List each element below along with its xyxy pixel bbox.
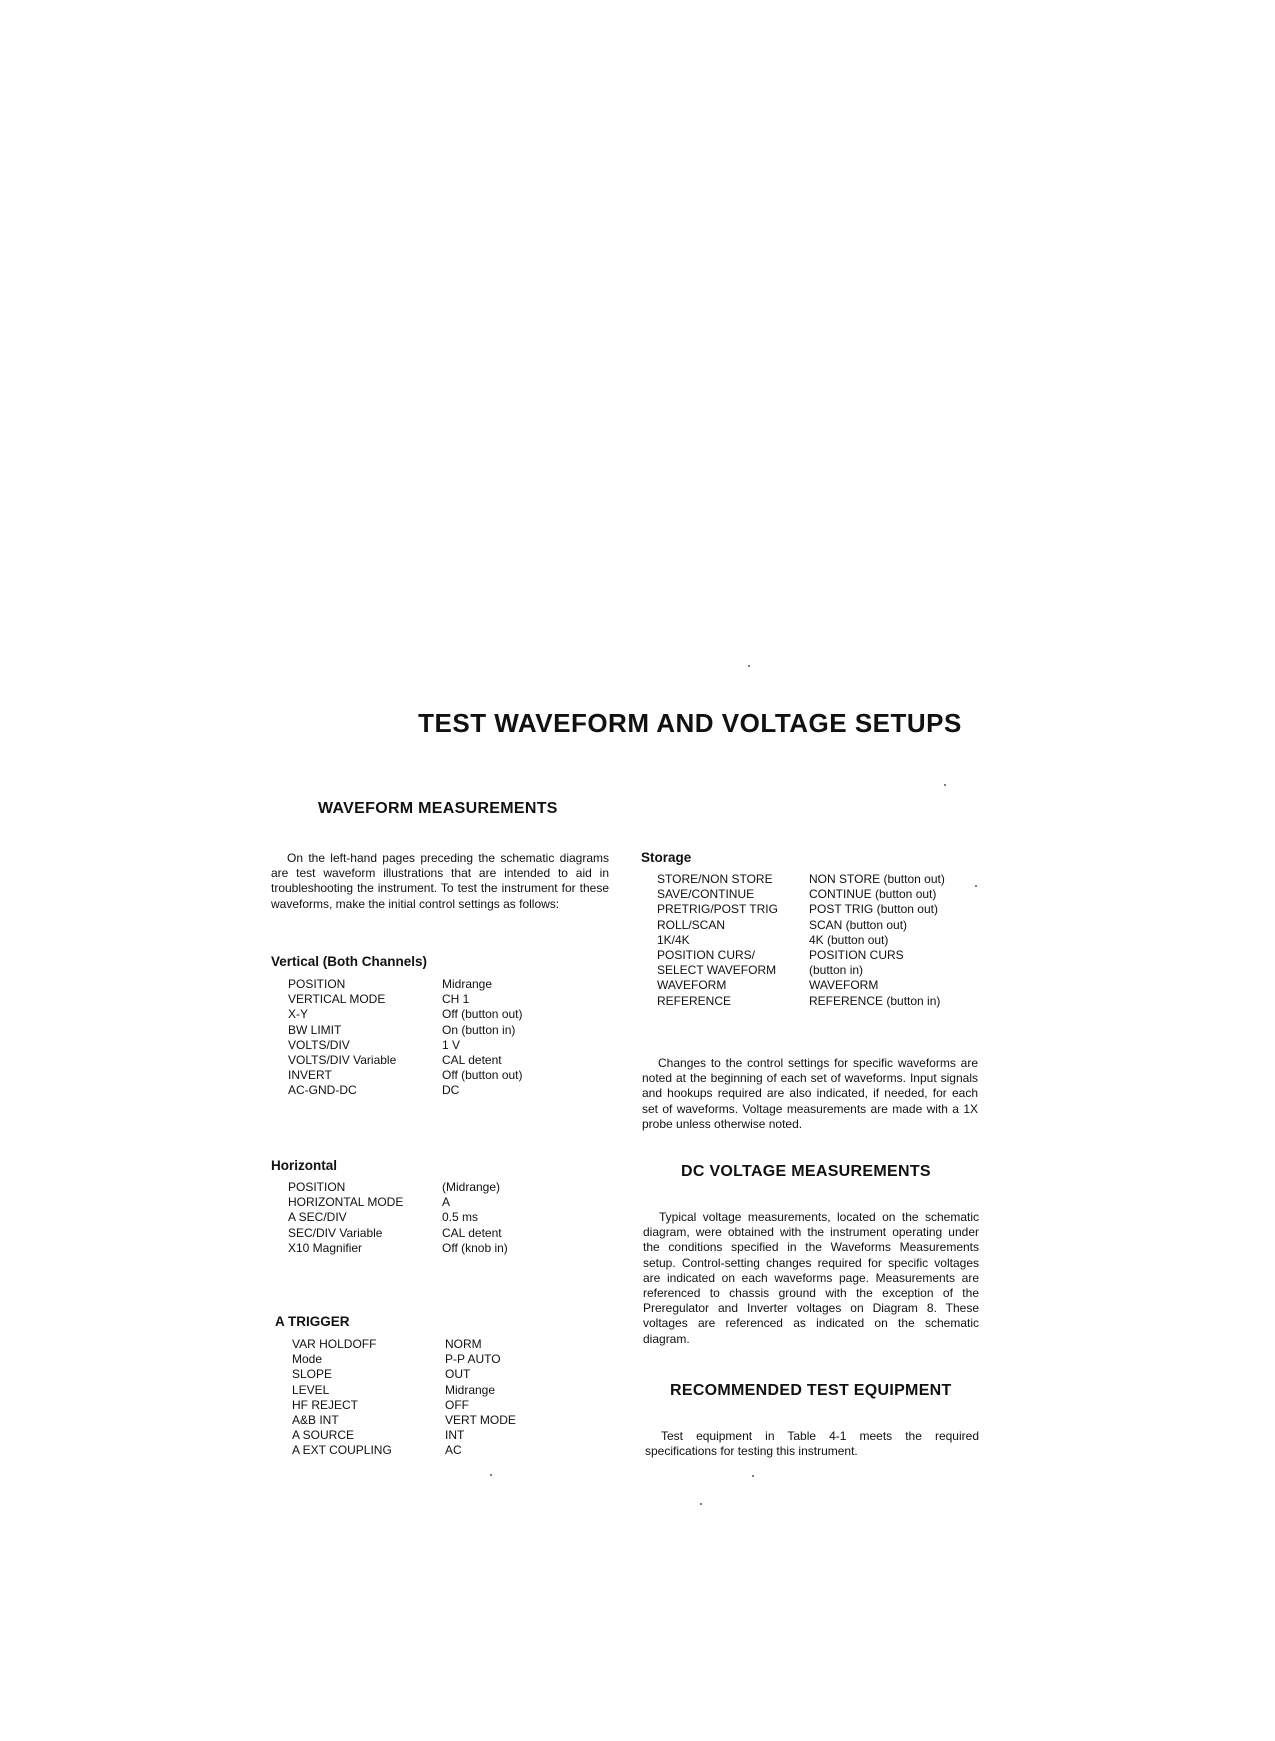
setting-row [288,1007,523,1022]
setting-value: Midrange [442,977,493,991]
setting-row [292,1428,516,1443]
setting-value: CH 1 [442,992,470,1007]
setting-row [288,1210,508,1225]
setting-row [292,1383,516,1398]
setting-name: A SEC/DIV [288,1210,347,1225]
storage-note-paragraph: Changes to the control settings for specific waveforms are noted at the beginning of each set of waveforms. Input signals and hookups required are also indicated, if needed, for each set of waveforms. Voltage measurements are made with a 1X probe unless otherwise noted. [642,1056,978,1131]
setting-name: A SOURCE [292,1428,355,1443]
setting-name: INVERT [288,1068,332,1083]
setting-value: 0.5 ms [442,1210,479,1225]
scan-speck [490,1474,492,1476]
setting-row [288,1226,508,1241]
test-equipment-paragraph: Test equipment in Table 4-1 meets the required specifications for testing this instrument. [645,1429,979,1459]
setting-row [292,1398,516,1413]
setting-row [288,1241,508,1256]
setting-name: POSITION CURS/ [657,948,756,963]
setting-row [657,994,945,1009]
setting-name: A EXT COUPLING [292,1443,392,1458]
setting-name: VERTICAL MODE [288,992,386,1007]
scan-speck [700,1503,702,1505]
setting-row [657,872,945,887]
setting-name: SEC/DIV Variable [288,1225,383,1240]
setting-value: OFF [445,1397,469,1412]
setting-value: SCAN (button out) [809,917,908,932]
setting-row [288,1195,508,1210]
setting-name: X10 Magnifier [288,1240,363,1255]
setting-row [292,1367,516,1382]
setting-name: HORIZONTAL MODE [288,1195,404,1210]
setting-name: VAR HOLDOFF [292,1337,377,1351]
vertical-heading: Vertical (Both Channels) [271,954,428,969]
a-trigger-heading: A TRIGGER [275,1314,350,1329]
setting-row [288,1083,523,1098]
setting-value: AC [445,1443,462,1458]
setting-value: P-P AUTO [445,1352,501,1367]
setting-name: REFERENCE [657,993,732,1008]
setting-row [288,1180,508,1195]
setting-value: VERT MODE [445,1413,516,1428]
setting-row [288,1053,523,1068]
setting-name: VOLTS/DIV [288,1037,350,1052]
setting-name: X-Y [288,1007,309,1022]
setting-row [657,918,945,933]
setting-row [288,1038,523,1053]
setting-name: ROLL/SCAN [657,917,726,932]
setting-row [292,1443,516,1458]
storage-settings-list [657,872,945,1009]
setting-name: STORE/NON STORE [657,872,773,886]
setting-name: PRETRIG/POST TRIG [657,902,778,917]
setting-value: 1 V [442,1037,461,1052]
setting-value: NON STORE (button out) [809,872,945,886]
setting-value: CAL detent [442,1225,502,1240]
test-equipment-heading: RECOMMENDED TEST EQUIPMENT [670,1382,952,1399]
setting-value: Off (button out) [442,1068,523,1083]
setting-row [657,978,945,993]
setting-row [292,1413,516,1428]
setting-value: (button in) [809,963,864,978]
waveform-measurements-heading: WAVEFORM MEASUREMENTS [318,800,558,817]
horizontal-settings-list [288,1180,508,1256]
setting-name: POSITION [288,977,346,991]
setting-value: OUT [445,1367,471,1382]
setting-value: REFERENCE (button in) [809,993,941,1008]
setting-row [292,1337,516,1352]
setting-row [288,1068,523,1083]
scan-speck [752,1475,754,1477]
setting-name: AC-GND-DC [288,1083,357,1098]
vertical-settings-list [288,977,523,1099]
setting-value: INT [445,1428,465,1443]
setting-name: 1K/4K [657,932,690,947]
setting-row [288,977,523,992]
waveform-intro-paragraph: On the left-hand pages preceding the schematic diagrams are test waveform illustrations that are intended to aid in troubleshooting the instrument. To test the instrument for these waveforms, make the initial control settings as follows: [271,851,609,911]
setting-value: Off (knob in) [442,1240,508,1255]
setting-name: POSITION [288,1180,346,1194]
setting-name: SELECT WAVEFORM [657,963,777,978]
setting-value: Midrange [445,1382,496,1397]
setting-value: CAL detent [442,1053,502,1068]
page-title: TEST WAVEFORM AND VOLTAGE SETUPS [418,708,962,738]
setting-value: WAVEFORM [809,978,879,993]
setting-row [288,1023,523,1038]
setting-row [657,933,945,948]
setting-name: LEVEL [292,1382,330,1397]
setting-value: CONTINUE (button out) [809,887,937,902]
scan-speck [944,784,946,786]
setting-name: VOLTS/DIV Variable [288,1053,397,1068]
setting-row [657,887,945,902]
storage-heading: Storage [641,850,692,865]
setting-value: A [442,1195,451,1210]
setting-value: NORM [445,1337,482,1351]
setting-row [288,992,523,1007]
setting-value: POST TRIG (button out) [809,902,938,917]
setting-name: Mode [292,1352,323,1367]
setting-name: HF REJECT [292,1397,358,1412]
dc-voltage-heading: DC VOLTAGE MEASUREMENTS [681,1163,931,1180]
setting-name: SAVE/CONTINUE [657,887,755,902]
setting-row [292,1352,516,1367]
setting-name: WAVEFORM [657,978,727,993]
setting-row [657,902,945,917]
setting-value: DC [442,1083,460,1098]
setting-row [657,963,945,978]
dc-voltage-paragraph: Typical voltage measurements, located on the schematic diagram, were obtained with the instrument operating under the conditions specified in the Waveforms Measurements setup. Control-setting changes required for specific voltages are indicated on each waveforms page. Measurements are referenced to chassis ground with the exception of the Preregulator and Inverter voltages on Diagram 8. These voltages are referenced as indicated on the schematic diagram. [643,1210,979,1346]
a-trigger-settings-list [292,1337,516,1459]
scan-speck [975,885,977,887]
setting-value: (Midrange) [442,1180,501,1194]
setting-row [657,948,945,963]
horizontal-heading: Horizontal [271,1158,337,1173]
setting-name: SLOPE [292,1367,333,1382]
scan-speck [748,665,750,667]
setting-value: POSITION CURS [809,948,904,963]
setting-name: A&B INT [292,1413,339,1428]
setting-value: 4K (button out) [809,932,889,947]
setting-value: On (button in) [442,1022,516,1037]
setting-name: BW LIMIT [288,1022,342,1037]
setting-value: Off (button out) [442,1007,523,1022]
